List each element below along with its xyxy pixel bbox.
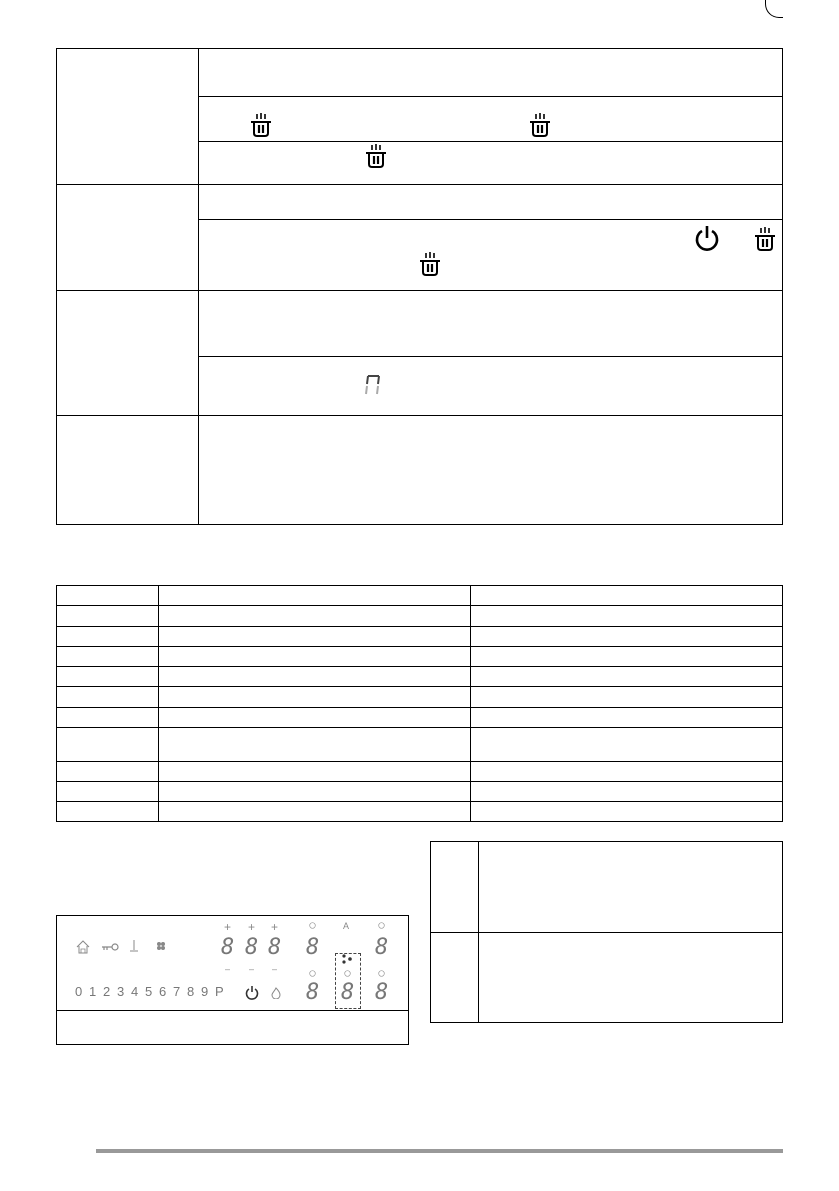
footer-bar — [96, 1149, 783, 1153]
level-p[interactable]: P — [215, 984, 224, 999]
plus-button[interactable]: + — [224, 920, 232, 934]
house-icon[interactable] — [76, 940, 90, 954]
digit-display: 8 — [245, 935, 259, 960]
level-8[interactable]: 8 — [187, 984, 195, 999]
minus-button[interactable]: – — [225, 964, 231, 974]
level-7[interactable]: 7 — [173, 984, 181, 999]
minus-button[interactable]: – — [272, 964, 278, 974]
bridge-icon[interactable] — [156, 941, 166, 951]
digit-display: 8 — [375, 935, 389, 960]
side-table — [430, 841, 783, 1023]
level-5[interactable]: 5 — [145, 984, 153, 999]
timer-icon[interactable] — [309, 970, 316, 977]
timer-icon[interactable] — [378, 970, 385, 977]
digit-display: 8 — [306, 980, 320, 1005]
timer-icon[interactable] — [344, 970, 351, 977]
plus-button[interactable]: + — [271, 920, 279, 934]
level-3[interactable]: 3 — [117, 984, 125, 999]
plus-button[interactable]: + — [248, 920, 256, 934]
flame-icon[interactable] — [271, 987, 281, 999]
control-panel — [56, 915, 409, 1045]
digit-display: 8 — [221, 935, 235, 960]
level-9[interactable]: 9 — [201, 984, 209, 999]
timer-icon[interactable] — [378, 922, 385, 929]
level-2[interactable]: 2 — [103, 984, 111, 999]
level-4[interactable]: 4 — [131, 984, 139, 999]
digit-display: 8 — [375, 980, 389, 1005]
minus-button[interactable]: – — [249, 964, 255, 974]
digit-display: 8 — [341, 980, 355, 1005]
auto-label[interactable]: A — [343, 921, 350, 931]
level-1[interactable]: 1 — [89, 984, 97, 999]
level-6[interactable]: 6 — [159, 984, 167, 999]
level-0[interactable]: 0 — [75, 984, 83, 999]
level-slider[interactable] — [75, 984, 225, 1002]
digit-display: 8 — [268, 935, 282, 960]
child-lock-icon[interactable] — [129, 939, 139, 953]
fan-icon[interactable] — [341, 954, 353, 964]
digit-display: 8 — [306, 935, 320, 960]
key-icon[interactable] — [101, 942, 119, 952]
power-icon[interactable] — [245, 985, 259, 1000]
timer-icon[interactable] — [309, 922, 316, 929]
